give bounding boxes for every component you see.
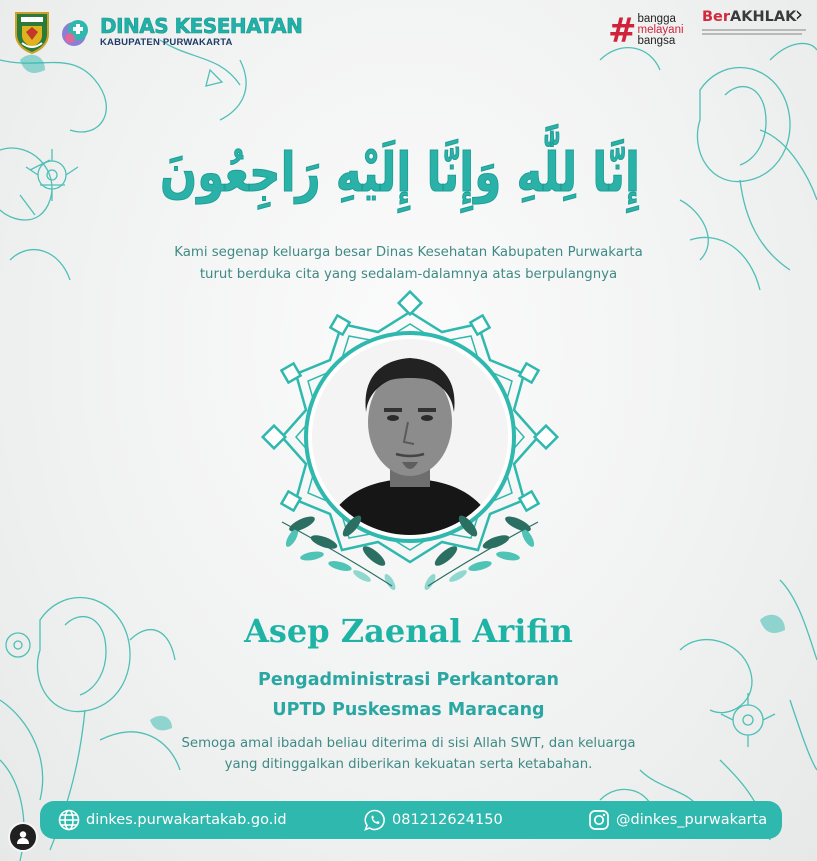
whatsapp-icon [364, 809, 386, 831]
whatsapp-link[interactable] [364, 801, 503, 839]
header-logo-group [12, 10, 302, 54]
arabic-heading-text: إِنَّا لِلَّٰهِ وَإِنَّا إِلَيْهِ رَاجِعُونَ [160, 141, 755, 204]
whatsapp-number: 081212624150 [392, 812, 503, 828]
instagram-icon [588, 809, 610, 831]
instagram-link[interactable] [588, 801, 767, 839]
instagram-handle: @dinkes_purwakarta [616, 812, 768, 828]
tagline-line1: bangga [637, 13, 676, 25]
deceased-unit: UPTD Puskesmas Maracang [272, 700, 545, 720]
next-slide-arrow-icon[interactable]: › [795, 2, 803, 26]
berakhlak-fine-print [702, 29, 812, 35]
bangga-melayani-bangsa-logo [608, 11, 684, 51]
berakhlak-suffix: AKHLAK [730, 9, 797, 25]
contact-footer-bar [40, 801, 782, 839]
tagline-line3: bangsa [637, 35, 676, 47]
tagline-line2: melayani [637, 24, 684, 36]
deceased-name: Asep Zaenal Arifin [244, 612, 573, 650]
arabic-calligraphy-heading [150, 86, 755, 236]
org-subtitle: KABUPATEN PURWAKARTA [100, 37, 233, 49]
prayer-text [100, 733, 717, 775]
website-link[interactable] [58, 801, 287, 839]
intro-line2: turut berduka cita yang sedalam-dalamnya atas berpulangnya [199, 267, 618, 282]
condolence-intro [120, 242, 697, 286]
health-office-logo-icon [60, 16, 92, 48]
intro-line1: Kami segenap keluarga besar Dinas Kesehatan Kabupaten Purwakarta [174, 245, 643, 260]
prayer-line1: Semoga amal ibadah beliau diterima di sisi Allah SWT, dan keluarga [181, 736, 636, 751]
hashtag-mark: # [608, 11, 637, 51]
portrait-ornament-frame [262, 294, 558, 594]
website-text: dinkes.purwakartakab.go.id [86, 812, 287, 828]
globe-icon [58, 809, 80, 831]
profile-button[interactable] [8, 822, 38, 852]
user-icon [15, 829, 31, 845]
berakhlak-prefix: Ber [702, 9, 731, 25]
deceased-position: Pengadministrasi Perkantoran [258, 670, 559, 690]
prayer-line2: yang ditinggalkan diberikan kekuatan serta ketabahan. [224, 757, 593, 772]
regency-crest-icon [12, 10, 52, 54]
org-title: DINAS KESEHATAN [100, 14, 303, 39]
